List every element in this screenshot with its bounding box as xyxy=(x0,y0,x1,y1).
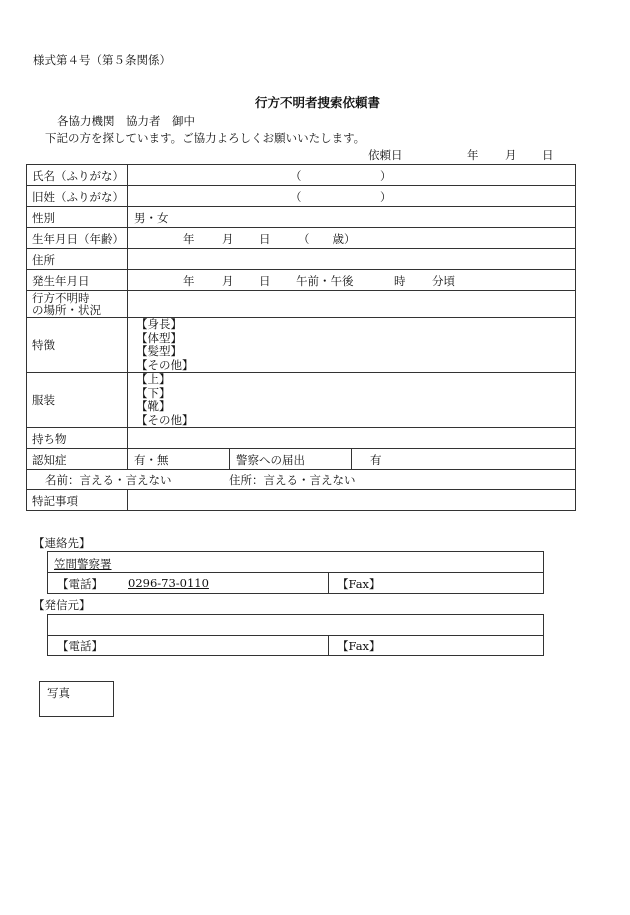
occurrence-ampm: 午前・午後 xyxy=(296,274,354,288)
belongings-label: 持ち物 xyxy=(32,432,67,446)
occurrence-label: 発生年月日 xyxy=(32,274,90,288)
name-paren-open: （ xyxy=(290,169,302,183)
birth-label: 生年月日（年齢） xyxy=(32,232,124,246)
contact-office: 笠間警察署 xyxy=(54,557,112,571)
clothing-other: 【その他】 xyxy=(136,412,194,427)
date-label: 依頼日 xyxy=(368,148,403,162)
features-items xyxy=(136,318,194,372)
feature-other: 【その他】 xyxy=(136,357,194,372)
intro-text: 下記の方を探しています。ご協力よろしくお願いいたします。 xyxy=(45,131,366,145)
maiden-paren-open: （ xyxy=(290,190,302,204)
birth-day: 日 xyxy=(259,232,271,246)
name-paren-close: ） xyxy=(380,169,392,183)
notes-label: 特記事項 xyxy=(32,494,78,508)
page-title: 行方不明者捜索依頼書 xyxy=(255,95,381,110)
feature-height: 【身長】 xyxy=(136,317,182,331)
contact-phone-number: 0296-73-0110 xyxy=(128,576,209,590)
contact-heading: 【連絡先】 xyxy=(33,536,91,550)
contact-phone-label: 【電話】 xyxy=(57,577,103,591)
feature-body: 【体型】 xyxy=(136,330,182,345)
features-label: 特徴 xyxy=(32,338,55,352)
date-day: 日 xyxy=(542,148,554,162)
sender-fax-label: 【Fax】 xyxy=(337,639,381,653)
name-ability: 名前：言える・言えない xyxy=(45,473,172,487)
police-report-label: 警察への届出 xyxy=(236,453,305,467)
date-year: 年 xyxy=(467,148,479,162)
contact-fax-label: 【Fax】 xyxy=(337,577,381,591)
name-label: 氏名（ふりがな） xyxy=(32,169,124,183)
sender-phone-label: 【電話】 xyxy=(57,639,103,653)
clothing-items xyxy=(136,373,194,427)
clothing-bottom: 【下】 xyxy=(136,385,171,400)
clothing-shoes: 【靴】 xyxy=(136,399,171,413)
date-month: 月 xyxy=(505,148,517,162)
address-ability: 住所：言える・言えない xyxy=(229,473,356,487)
gender-label: 性別 xyxy=(32,211,55,225)
birth-year: 年 xyxy=(183,232,195,246)
birth-age: （ 歳） xyxy=(298,232,356,246)
photo-label: 写真 xyxy=(47,686,70,700)
addressee: 各協力機関 協力者 御中 xyxy=(57,114,195,128)
occurrence-year: 年 xyxy=(183,274,195,288)
clothing-top: 【上】 xyxy=(136,372,171,386)
maiden-paren-close: ） xyxy=(380,190,392,204)
birth-month: 月 xyxy=(222,232,234,246)
location-label-line1: 行方不明時 xyxy=(32,291,90,305)
maiden-name-label: 旧姓（ふりがな） xyxy=(32,190,124,204)
clothing-label: 服装 xyxy=(32,393,55,407)
location-label-line2: の場所・状況 xyxy=(32,303,101,317)
feature-hair: 【髪型】 xyxy=(136,344,182,358)
occurrence-month: 月 xyxy=(222,274,234,288)
dementia-value: 有・無 xyxy=(134,453,169,467)
sender-heading: 【発信元】 xyxy=(33,598,91,612)
address-label: 住所 xyxy=(32,253,55,267)
gender-value: 男・女 xyxy=(134,211,169,225)
location-label xyxy=(32,292,101,316)
occurrence-day: 日 xyxy=(259,274,271,288)
occurrence-hour: 時 xyxy=(394,274,406,288)
dementia-label: 認知症 xyxy=(32,453,67,467)
police-report-value: 有 xyxy=(370,453,382,467)
occurrence-minute: 分頃 xyxy=(432,274,455,288)
form-number: 様式第４号（第５条関係） xyxy=(33,53,171,67)
